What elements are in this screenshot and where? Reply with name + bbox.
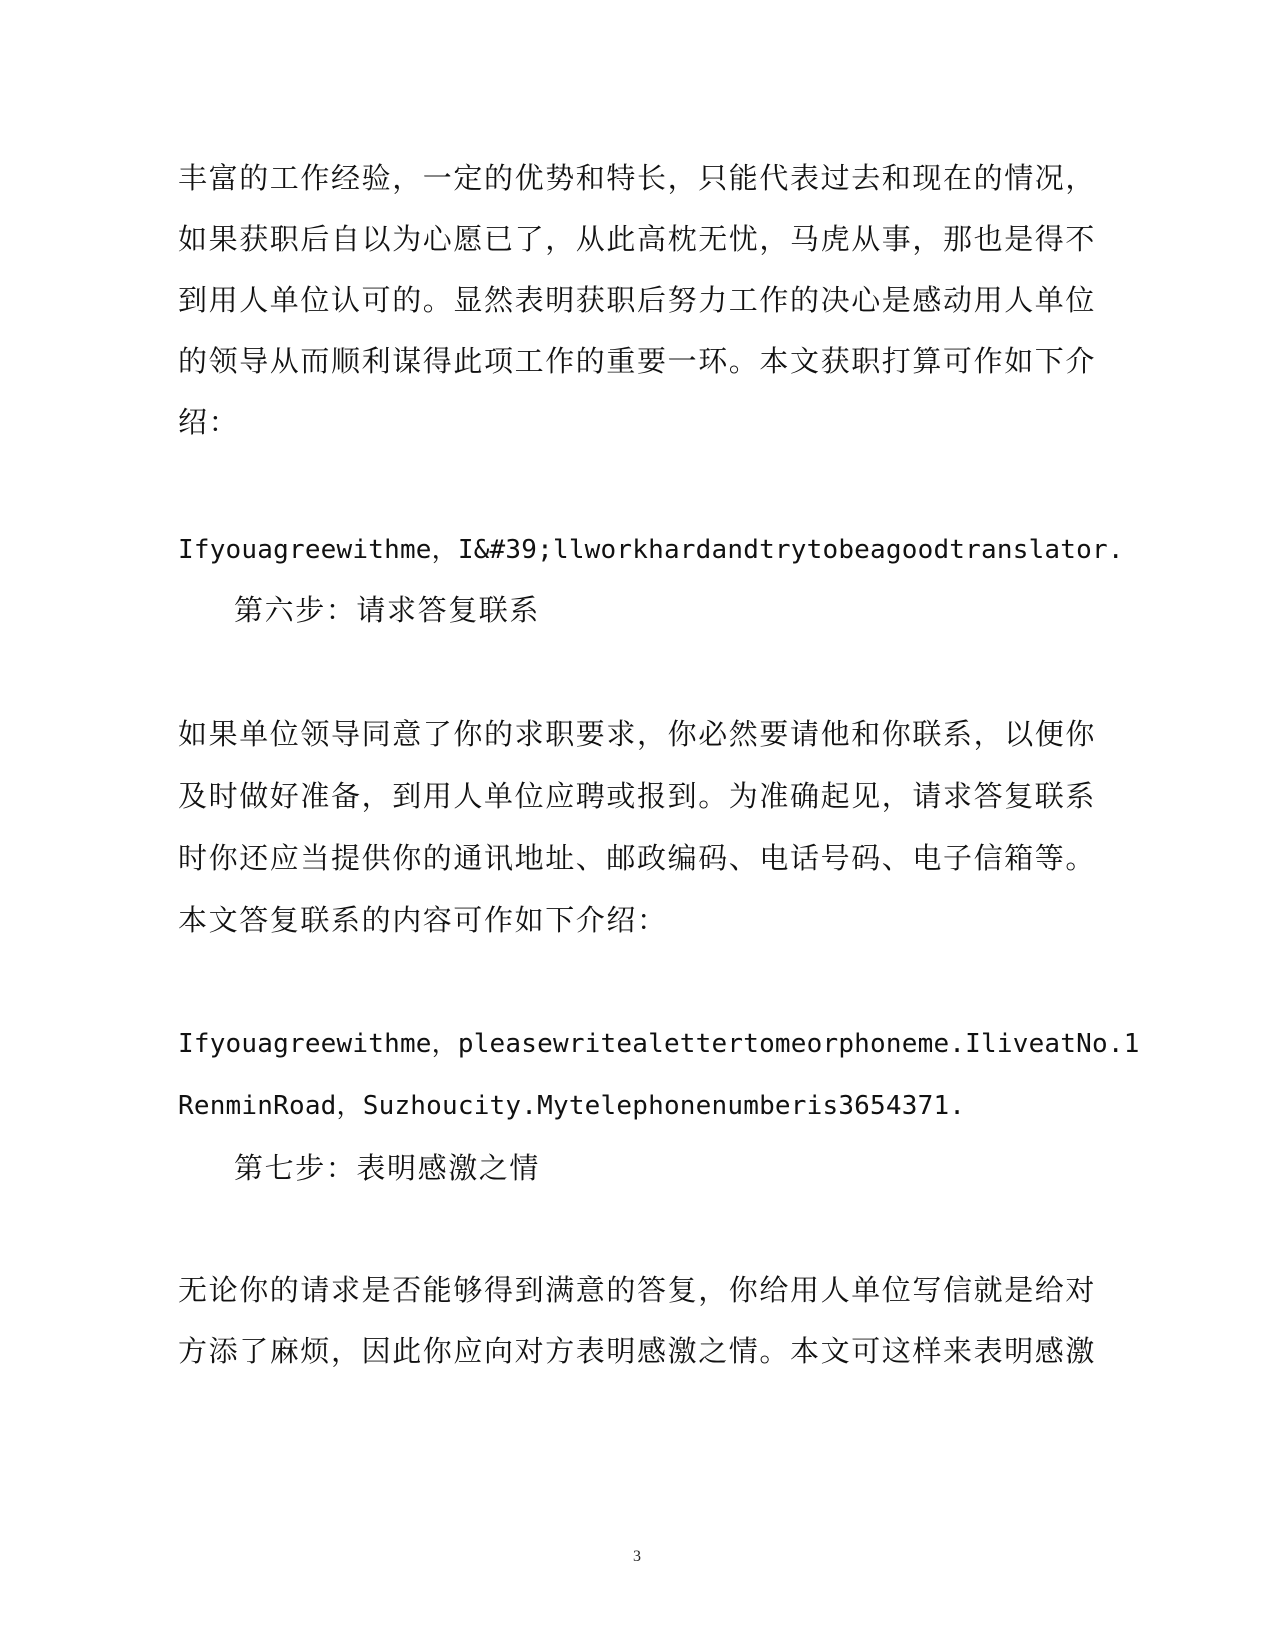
english-sentence-2-line-2: RenminRoad，Suzhoucity.Mytelephonenumberis3654371. [178, 1091, 966, 1121]
step-6-heading: 第六步：请求答复联系 [234, 593, 541, 627]
paragraph-1-line-5: 绍： [178, 405, 240, 439]
page-number: 3 [633, 1548, 641, 1565]
paragraph-1-line-2: 如果获职后自以为心愿已了，从此高枕无忧，马虎从事，那也是得不 [178, 222, 1097, 256]
english-sentence-1: Ifyouagreewithme，I&#39;llworkhardandtrytobeagoodtranslator. [178, 535, 1124, 565]
paragraph-2-line-4: 本文答复联系的内容可作如下介绍： [178, 903, 668, 937]
paragraph-1-line-3: 到用人单位认可的。显然表明获职后努力工作的决心是感动用人单位 [178, 283, 1097, 317]
paragraph-2-line-1: 如果单位领导同意了你的求职要求，你必然要请他和你联系，以便你 [178, 717, 1097, 751]
paragraph-3-line-1: 无论你的请求是否能够得到满意的答复，你给用人单位写信就是给对 [178, 1273, 1097, 1307]
english-sentence-2-line-1: Ifyouagreewithme，pleasewritealettertomeorphoneme.IliveatNo.1 [178, 1029, 1140, 1059]
paragraph-2-line-3: 时你还应当提供你的通讯地址、邮政编码、电话号码、电子信箱等。 [178, 841, 1097, 875]
paragraph-1-line-4: 的领导从而顺利谋得此项工作的重要一环。本文获职打算可作如下介 [178, 344, 1097, 378]
paragraph-1-line-1: 丰富的工作经验，一定的优势和特长，只能代表过去和现在的情况， [178, 161, 1097, 195]
step-7-heading: 第七步：表明感激之情 [234, 1151, 541, 1185]
paragraph-2-line-2: 及时做好准备，到用人单位应聘或报到。为准确起见，请求答复联系 [178, 779, 1097, 813]
paragraph-3-line-2: 方添了麻烦，因此你应向对方表明感激之情。本文可这样来表明感激 [178, 1334, 1097, 1368]
